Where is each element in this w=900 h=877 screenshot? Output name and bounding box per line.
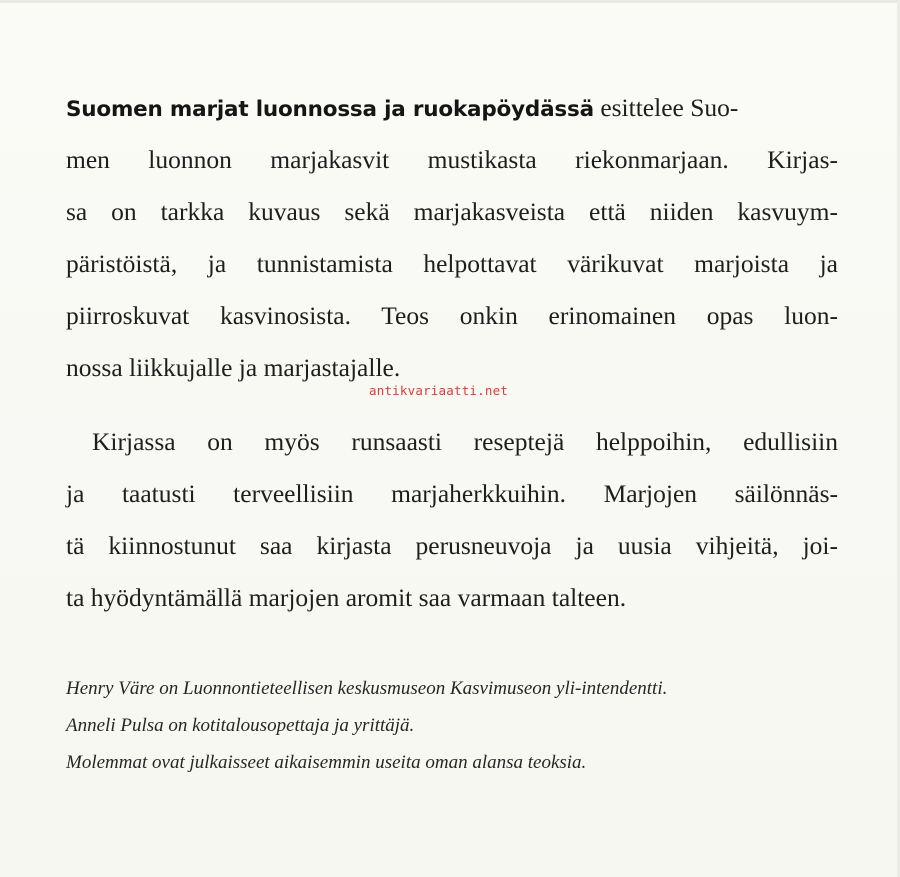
paragraph-1-line-2: men luonnon marjakasvit mustikasta riekonmarjaan. Kirjas- xyxy=(66,145,838,174)
book-title: Suomen marjat luonnossa ja ruokapöydässä xyxy=(66,97,594,122)
paragraph-2-line-3: tä kiinnostunut saa kirjasta perusneuvoja ja uusia vihjeitä, joi- xyxy=(66,531,838,560)
paragraph-2-line-1: Kirjassa on myös runsaasti reseptejä helppoihin, edullisiin xyxy=(92,427,838,456)
paragraph-1-line-4: päristöistä, ja tunnistamista helpottavat värikuvat marjoista ja xyxy=(66,249,838,278)
paragraph-1-line-3: sa on tarkka kuvaus sekä marjakasveista että niiden kasvuym- xyxy=(66,197,838,226)
paragraph-1-line-6: nossa liikkujalle ja marjastajalle. xyxy=(66,353,401,382)
author-note-line-2: Anneli Pulsa on kotitalousopettaja ja yrittäjä. xyxy=(66,715,415,736)
paragraph-2-line-4: ta hyödyntämällä marjojen aromit saa varmaan talteen. xyxy=(66,583,627,612)
paragraph-1-line-1 xyxy=(66,92,738,126)
top-edge-shadow xyxy=(0,0,900,3)
watermark-text: antikvariaatti.net xyxy=(369,383,509,398)
author-note-line-1: Henry Väre on Luonnontieteellisen keskusmuseon Kasvimuseon yli-intendentti. xyxy=(66,678,668,699)
paragraph-1-line-5: piirroskuvat kasvinosista. Teos onkin erinomainen opas luon- xyxy=(66,301,838,330)
paragraph-1-line-1-rest: esittelee Suo- xyxy=(600,93,739,122)
author-note-line-3: Molemmat ovat julkaisseet aikaisemmin useita oman alansa teoksia. xyxy=(66,752,587,773)
paragraph-2-line-2: ja taatusti terveellisiin marjaherkkuihin. Marjojen säilönnäs- xyxy=(66,479,838,508)
